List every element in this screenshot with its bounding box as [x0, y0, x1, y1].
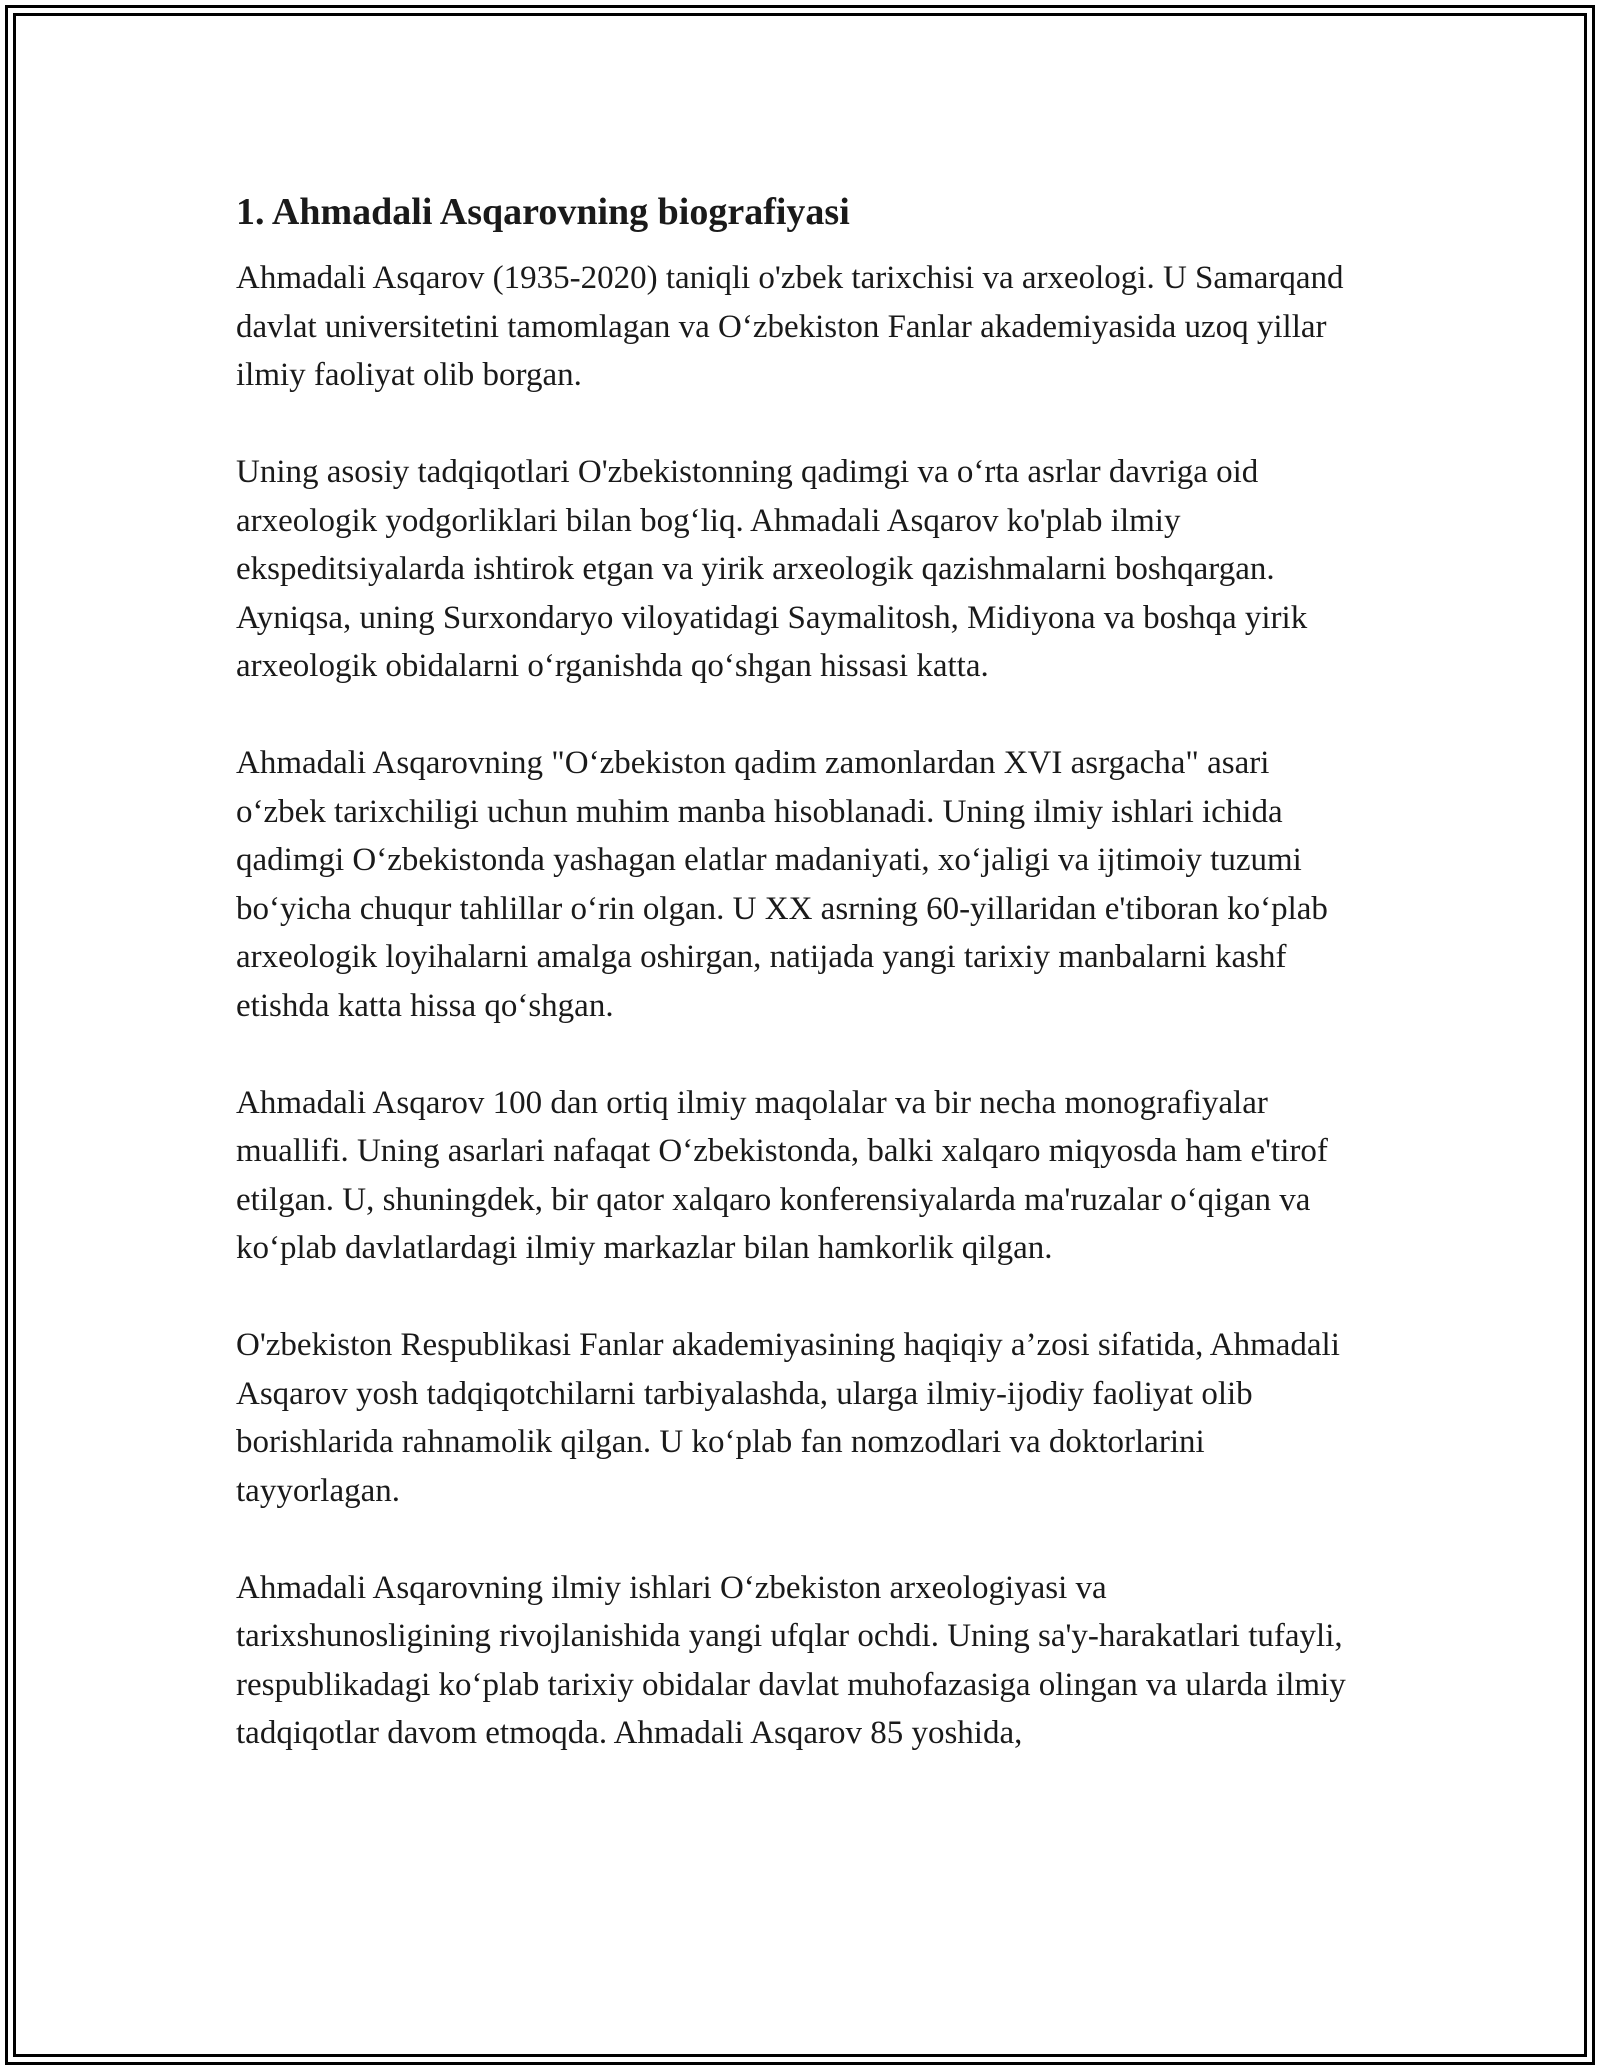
document-body: [236, 186, 1366, 1806]
paragraph-5: O'zbekiston Respublikasi Fanlar akademiyasining haqiqiy a’zosi sifatida, Ahmadali Asqarov yosh tadqiqotchilarni tarbiyalashda, ularga ilmiy-ijodiy faoliyat olib borishlarida rahnamolik qilgan. U ko‘plab fan nomzodlari va doktorlarini tayyorlagan.: [236, 1327, 1340, 1509]
paragraph-6: Ahmadali Asqarovning ilmiy ishlari O‘zbekiston arxeologiyasi va tarixshunosligining rivojlanishida yangi ufqlar ochdi. Uning sa'y-harakatlari tufayli, respublikadagi ko‘plab tarixiy obidalar davlat muhofazasiga olingan va ularda ilmiy tadqiqotlar davom etmoqda. Ahmadali Asqarov 85 yoshida,: [236, 1569, 1346, 1751]
section-heading: 1. Ahmadali Asqarovning biografiyasi: [236, 191, 850, 233]
paragraph-2: Uning asosiy tadqiqotlari O'zbekistonning qadimgi va o‘rta asrlar davriga oid arxeologik yodgorliklari bilan bog‘liq. Ahmadali Asqarov ko'plab ilmiy ekspeditsiyalarda ishtirok etgan va yirik arxeologik qazishmalarni boshqargan. Ayniqsa, uning Surxondaryo viloyatidagi Saymalitosh, Midiyona va boshqa yirik arxeologik obidalarni o‘rganishda qo‘shgan hissasi katta.: [236, 454, 1308, 684]
paragraph-1: Ahmadali Asqarov (1935-2020) taniqli o'zbek tarixchisi va arxeologi. U Samarqand davlat universitetini tamomlagan va O‘zbekiston Fanlar akademiyasida uzoq yillar ilmiy faoliyat olib borgan.: [236, 260, 1344, 393]
paragraph-4: Ahmadali Asqarov 100 dan ortiq ilmiy maqolalar va bir necha monografiyalar muallifi. Uning asarlari nafaqat O‘zbekistonda, balki xalqaro miqyosda ham e'tirof etilgan. U, shuningdek, bir qator xalqaro konferensiyalarda ma'ruzalar o‘qigan va ko‘plab davlatlardagi ilmiy markazlar bilan hamkorlik qilgan.: [236, 1084, 1328, 1266]
paragraph-3: Ahmadali Asqarovning "O‘zbekiston qadim zamonlardan XVI asrgacha" asari o‘zbek tarixchiligi uchun muhim manba hisoblanadi. Uning ilmiy ishlari ichida qadimgi O‘zbekistonda yashagan elatlar madaniyati, xo‘jaligi va ijtimoiy tuzumi bo‘yicha chuqur tahlillar o‘rin olgan. U XX asrning 60-yillaridan e'tiboran ko‘plab arxeologik loyihalarni amalga oshirgan, natijada yangi tarixiy manbalarni kashf etishda katta hissa qo‘shgan.: [236, 745, 1328, 1024]
